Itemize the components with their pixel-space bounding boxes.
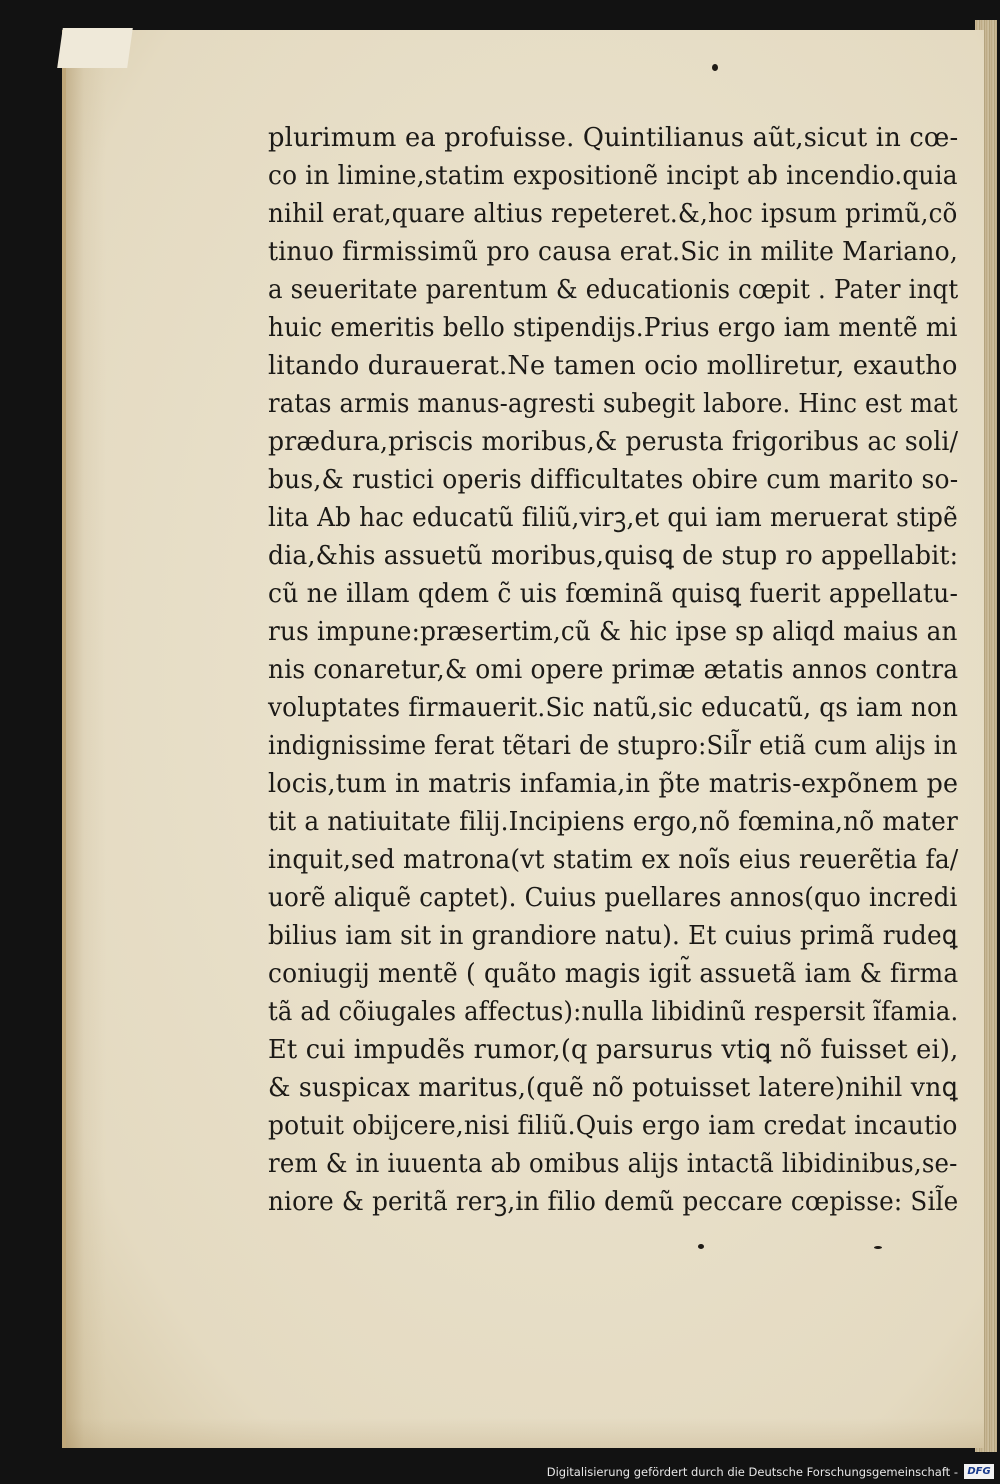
text-line: plurimum ea profuisse. Quintilianus aũt,sicut in cœ- (268, 123, 959, 153)
text-line: voluptates firmauerit.Sic natũ,sic educatũ, qs iam non (268, 693, 959, 723)
text-line: prædura,priscis moribus,& perusta frigoribus ac soli/ (268, 427, 959, 457)
text-line: nis conaretur,& omi opere primæ ætatis annos contra (268, 655, 959, 685)
text-line: bus,& rustici operis difficultates obire cum marito so- (268, 465, 959, 495)
text-line: rus impune:præsertim,cũ & hic ipse sp aliqd maius an (268, 617, 958, 647)
funding-credit: Digitalisierung gefördert durch die Deutsche Forschungsgemeinschaft - (546, 1465, 958, 1479)
text-line: potuit obijcere,nisi filiũ.Quis ergo iam credat incautio (268, 1111, 958, 1141)
text-line: tã ad cõiugales affectus):nulla libidinũ respersit ĩfamia. (268, 997, 959, 1027)
ink-speck (698, 1244, 704, 1249)
text-block (268, 120, 958, 1230)
ink-speck (874, 1246, 882, 1249)
text-line: & suspicax maritus,(quẽ nõ potuisset latere)nihil vnꝗ (268, 1073, 958, 1103)
text-line: bilius iam sit in grandiore natu). Et cuius primã rudeꝗ (268, 921, 958, 951)
text-line: litando durauerat.Ne tamen ocio molliretur, exautho (268, 351, 958, 381)
text-line: Et cui impudẽs rumor,(q parsurus vtiꝗ nõ fuisset ei), (268, 1035, 959, 1065)
paper-corner (57, 28, 133, 68)
text-line: cũ ne illam qdem c̃ uis fœminã quisꝗ fuerit appellatu- (268, 579, 959, 609)
text-line: huic emeritis bello stipendijs.Prius ergo iam mentẽ mi (268, 313, 958, 343)
text-line: lita Ab hac educatũ filiũ,virꝫ,et qui iam meruerat stipẽ (268, 503, 958, 533)
text-line: indignissime ferat tẽtari de stupro:Sil̃r etiã cum alijs in (268, 731, 958, 761)
text-line: inquit,sed matrona(vt statim ex noĩs eius reuerẽtia fa/ (268, 845, 959, 875)
text-line: a seueritate parentum & educationis cœpit . Pater inqt (268, 275, 959, 305)
text-line: niore & peritã rerꝫ,in filio demũ peccare cœpisse: Sil̃e (268, 1187, 959, 1217)
text-line: co in limine,statim expositionẽ incipt ab incendio.quia (268, 161, 958, 191)
dfg-logo: DFG (964, 1464, 994, 1479)
text-line: uorẽ aliquẽ captet). Cuius puellares annos(quo incredi (268, 883, 958, 913)
text-line: locis,tum in matris infamia,in p̃te matris-expõnem pe (268, 769, 959, 799)
footer-bar (0, 1458, 1000, 1484)
text-line: rem & in iuuenta ab omibus alijs intactã libidinibus,se- (268, 1149, 958, 1179)
text-line: ratas armis manus-agresti subegit labore. Hinc est mat (268, 389, 958, 419)
text-line: coniugij mentẽ ( quãto magis igit̃ assuetã iam & firma (268, 959, 959, 989)
text-line: dia,&his assuetũ moribus,quisꝗ de stup ro appellabit: (268, 541, 959, 571)
text-line: tit a natiuitate filij.Incipiens ergo,nõ fœmina,nõ mater (268, 807, 958, 837)
ink-speck (712, 64, 718, 71)
text-line: tinuo firmissimũ pro causa erat.Sic in milite Mariano, (268, 237, 958, 267)
text-line: nihil erat,quare altius repeteret.&,hoc ipsum primũ,cõ (268, 199, 958, 229)
